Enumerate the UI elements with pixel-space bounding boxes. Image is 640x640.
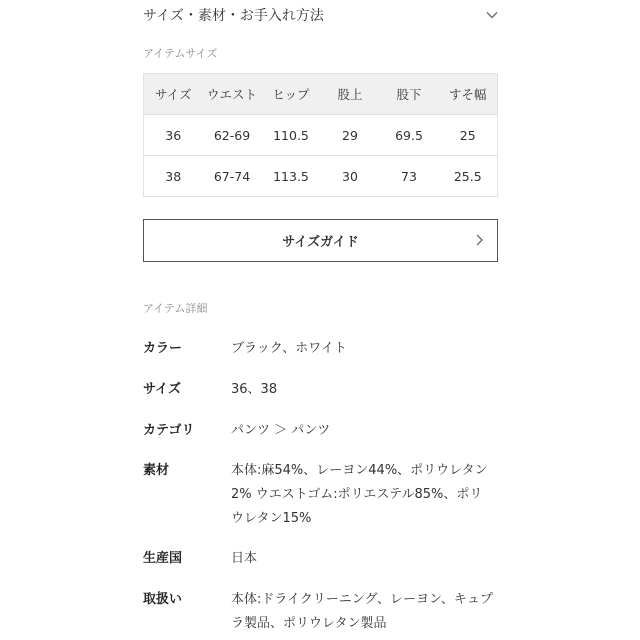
size-material-care-accordion[interactable] — [143, 0, 499, 30]
table-cell: 62-69 — [203, 115, 262, 156]
section-title: サイズ・素材・お手入れ方法 — [143, 8, 324, 24]
table-cell: 73 — [380, 156, 439, 197]
detail-key: サイズ — [143, 382, 181, 397]
detail-row-country — [143, 547, 503, 571]
detail-row-size — [143, 378, 503, 402]
detail-value: 36、38 — [231, 382, 278, 397]
detail-key: 素材 — [143, 463, 170, 478]
size-table-header: サイズ — [144, 74, 203, 115]
size-table-header: 股下 — [380, 74, 439, 115]
detail-value: 日本 — [231, 551, 258, 566]
detail-value: 本体:ドライクリーニング、レーヨン、キュプラ製品、ポリウレタン製品 — [231, 592, 493, 631]
detail-key: カテゴリ — [143, 423, 195, 438]
table-cell: 25.5 — [439, 156, 498, 197]
detail-row-care — [143, 588, 503, 636]
item-details-label: アイテム詳細 — [143, 302, 208, 315]
detail-value: 本体:麻54%、レーヨン44%、ポリウレタン2% ウエストゴム:ポリエステル85%、ポリウレタン15% — [231, 463, 488, 526]
detail-value: ブラック、ホワイト — [231, 341, 347, 356]
size-table — [143, 73, 498, 197]
detail-row-material — [143, 459, 503, 531]
size-table-header: ウエスト — [203, 74, 262, 115]
table-cell: 69.5 — [380, 115, 439, 156]
size-table-header-row — [144, 74, 498, 115]
table-cell: 29 — [321, 115, 380, 156]
table-cell: 110.5 — [262, 115, 321, 156]
size-table-header: 股上 — [321, 74, 380, 115]
table-cell: 38 — [144, 156, 203, 197]
detail-value: パンツ ＞ パンツ — [231, 423, 331, 438]
chevron-right-icon — [473, 233, 485, 247]
item-size-label: アイテムサイズ — [143, 47, 218, 60]
chevron-down-icon — [485, 8, 499, 22]
detail-key: 生産国 — [143, 551, 183, 566]
table-cell: 30 — [321, 156, 380, 197]
table-row — [144, 156, 498, 197]
table-cell: 36 — [144, 115, 203, 156]
size-guide-label: サイズガイド — [282, 235, 359, 250]
size-table-header: ヒップ — [262, 74, 321, 115]
table-cell: 67-74 — [203, 156, 262, 197]
table-cell: 113.5 — [262, 156, 321, 197]
table-row — [144, 115, 498, 156]
detail-row-color — [143, 337, 503, 361]
detail-key: 取扱い — [143, 592, 183, 607]
detail-row-category — [143, 419, 503, 443]
table-cell: 25 — [439, 115, 498, 156]
size-guide-button[interactable] — [143, 219, 498, 262]
size-table-header: すそ幅 — [439, 74, 498, 115]
detail-key: カラー — [143, 341, 183, 356]
